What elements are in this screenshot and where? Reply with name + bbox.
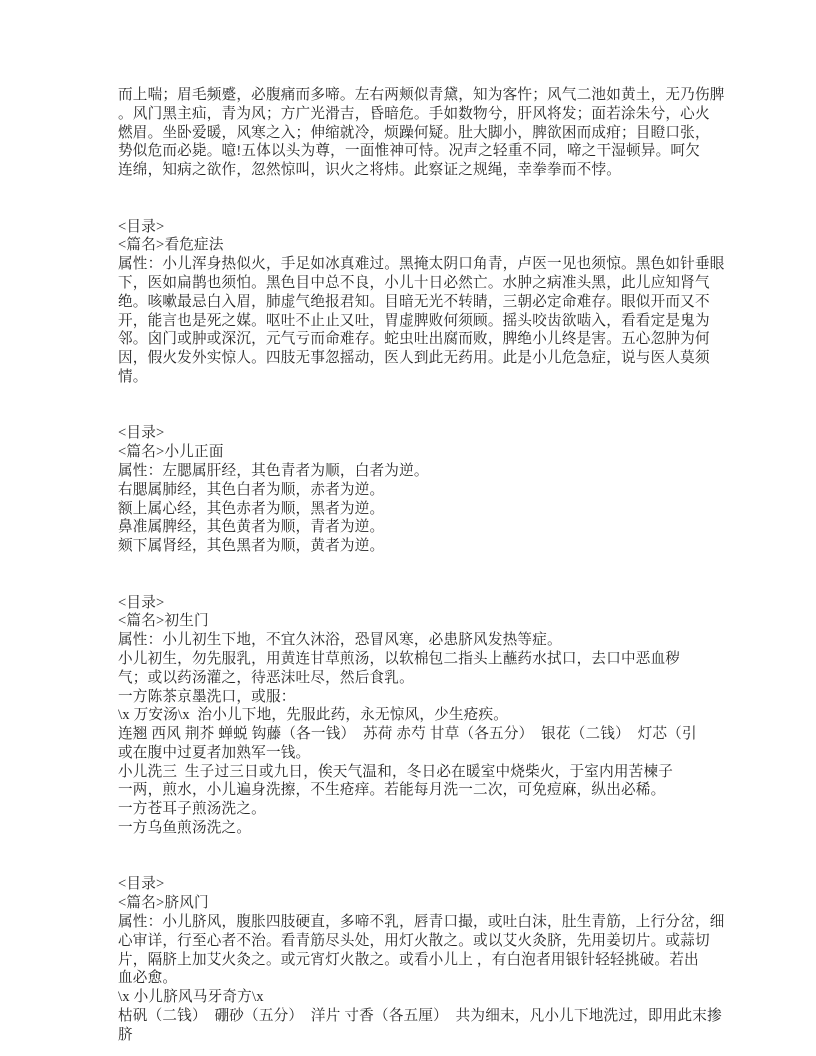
text-line: 属性：小儿浑身热似火，手足如冰真难过。黑掩太阴口角青，卢医一见也须惊。黑色如针垂眼	[118, 256, 725, 273]
text-line: 因，假火发外实惊人。四肢无事忽摇动，医人到此无药用。此是小儿危急症，说与医人莫须	[118, 350, 710, 367]
text-line: 额上属心经，其色赤者为顺，黑者为逆。	[118, 500, 385, 517]
text-line: <篇名>看危症法	[118, 237, 224, 254]
text-line: 燃眉。坐卧爱暖，风寒之入；伸缩就冷，烦躁何疑。肚大脚小，脾欲困而成疳；目瞪口张，	[118, 124, 710, 141]
text-line: 情。	[118, 368, 148, 385]
section-xiao-er-zheng-mian	[118, 424, 716, 556]
text-line: 。风门黑主疝，青为风；方广光滑吉，昏暗危。手如数物兮，肝风将发；面若涂朱兮，心火	[118, 105, 710, 122]
text-line: 血必愈。	[118, 970, 178, 987]
text-line: 连翘 西风 荆芥 蝉蜕 钩藤（各一钱） 苏荷 赤芍 甘草（各五分） 银花（二钱） 灯芯（引	[118, 726, 697, 743]
text-line: \x 万安汤\x 治小儿下地，先服此药，永无惊风，少生疮疾。	[118, 707, 509, 724]
text-line: <篇名>初生门	[118, 613, 209, 630]
text-line: <目录>	[118, 876, 165, 893]
text-line: <目录>	[118, 218, 165, 235]
text-line: 颏下属肾经，其色黑者为顺，黄者为逆。	[118, 538, 385, 555]
text-line: 一方苍耳子煎汤洗之。	[118, 801, 266, 818]
text-line: 小儿洗三 生子过三日或九日，俟天气温和，冬日必在暖室中烧柴火，于室内用苦楝子	[118, 763, 674, 780]
text-line: <篇名>脐风门	[118, 895, 209, 912]
text-line: 属性：小儿脐风，腹胀四肢硬直，多啼不乳，唇青口撮，或吐白沫，肚生青筋，上行分岔，细	[118, 914, 725, 931]
text-line: \x 小儿脐风马牙奇方\x	[118, 989, 264, 1006]
text-line: 属性：小儿初生下地，不宜久沐浴，恐冒风寒，必患脐风发热等症。	[118, 632, 562, 649]
text-line: 气；或以药汤灌之，待恶沫吐尽，然后食乳。	[118, 669, 414, 686]
text-line: 而上喘；眉毛频蹙，必腹痛而多啼。左右两颊似青黛，知为客忤；风气二池如黄土，无乃伤脾	[118, 87, 725, 103]
text-line: 片，隔脐上加艾火灸之。或元宵灯火散之。或看小儿上 ，有白泡者用银针轻轻挑破。若出	[118, 951, 699, 968]
text-line: 下，医如扁鹊也须怕。黑色目中总不良，小儿十日必然亡。水肿之病准头黑，此儿应知肾气	[118, 274, 710, 291]
text-line: 连绵，知病之欲作，忽然惊叫，识火之将炜。此察证之规绳，幸拳拳而不悖。	[118, 162, 621, 179]
text-line: 枯矾（二钱） 硼砂（五分） 洋片 寸香（各五厘） 共为细末，凡小儿下地洗过，即用此末掺	[118, 1008, 722, 1025]
text-line: <篇名>小儿正面	[118, 444, 224, 461]
text-line: 心审详，行至心者不治。看青筋尽头处，用灯火散之。或以艾火灸脐，先用姜切片。或蒜切	[118, 932, 710, 949]
text-line: 绝。咳嗽最忌白入眉，肺虚气绝报君知。目暗无光不转睛，三朝必定命难存。眼似开而又不	[118, 293, 710, 310]
text-line: 一两，煎水，小儿遍身洗擦，不生疮痒。若能每月洗一二次，可免痘麻，纵出必稀。	[118, 782, 666, 799]
text-line: 势似危而必毙。噫!五体以头为尊，一面惟神可恃。况声之轻重不同，啼之干湿顿异。呵欠	[118, 143, 701, 160]
paragraph-face-inspection-continuation	[118, 86, 725, 180]
text-line: 小儿初生，勿先服乳，用黄连甘草煎汤，以软棉包二指头上蘸药水拭口，去口中恶血秽	[118, 650, 681, 667]
text-line: 一方乌鱼煎汤洗之。	[118, 820, 252, 837]
text-line: <目录>	[118, 425, 165, 442]
section-qi-feng-men	[118, 875, 725, 1044]
text-line: 开，能言也是死之媒。呕吐不止止又吐，胃虚脾败何须顾。摇头咬齿欲啮入，看看定是鬼为	[118, 312, 710, 329]
text-line: 鼻准属脾经，其色黄者为顺，青者为逆。	[118, 519, 385, 536]
text-line: 邻。囟门或肿或深沉，元气亏而命难存。蛇虫吐出腐而败，脾绝小儿终是害。五心忽肿为何	[118, 331, 710, 348]
text-line: <目录>	[118, 594, 165, 611]
text-line: 右腮属肺经，其色白者为顺，赤者为逆。	[118, 481, 385, 498]
section-kan-wei-zheng-fa	[118, 218, 725, 387]
section-chu-sheng-men	[118, 594, 716, 838]
text-line: 脐	[118, 1026, 133, 1043]
text-line: 或在腹中过夏者加熟军一钱。	[118, 744, 311, 761]
text-line: 属性：左腮属肝经，其色青者为顺，白者为逆。	[118, 462, 429, 479]
text-line: 一方陈茶京墨洗口，或服：	[118, 688, 296, 705]
